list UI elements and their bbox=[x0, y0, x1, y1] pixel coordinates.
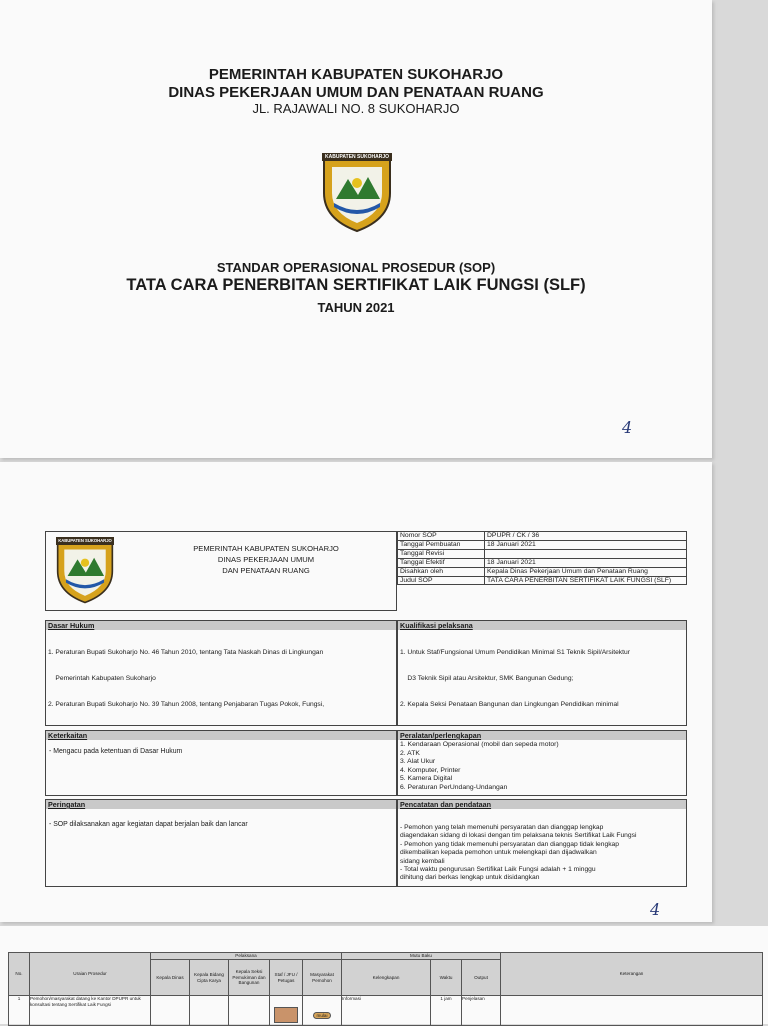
pencatatan-item: - Total waktu pengurusan Sertifikat Laik Fungsi adalah + 1 minggu bbox=[400, 866, 596, 874]
mulai-terminator: mulai bbox=[313, 1012, 332, 1020]
header-gov: PEMERINTAH KABUPATEN SUKOHARJO bbox=[193, 544, 339, 553]
gov-line: PEMERINTAH KABUPATEN SUKOHARJO bbox=[208, 66, 504, 83]
meta-row bbox=[398, 549, 687, 558]
procedure-flow-table bbox=[8, 952, 763, 1026]
regency-crest bbox=[322, 153, 392, 233]
pencatatan-item: sidang kembali bbox=[400, 857, 445, 865]
col-no: No. bbox=[9, 953, 30, 996]
peringatan-title: Peringatan bbox=[46, 800, 396, 809]
kualifikasi-section bbox=[397, 620, 687, 726]
meta-key: Disahkan oleh bbox=[398, 567, 485, 576]
peralatan-item: 4. Komputer, Printer bbox=[400, 766, 461, 774]
col-output: Output bbox=[462, 960, 501, 996]
col-staf: Staf / JFU / Petugas bbox=[270, 960, 303, 996]
col-kasi: Kepala Seksi Pemukiman dan Bangunan bbox=[229, 960, 270, 996]
kualifikasi-item: 1. Untuk Staf/Fungsional Umum Pendidikan Minimal S1 Teknik Sipil/Arsitektur bbox=[400, 648, 630, 656]
row-uraian: Pemohon/masyarakat datang ke Kantor DPUPR untuk konsultasi tentang Sertifikat Laik Fungsi bbox=[30, 996, 151, 1026]
pencatatan-title: Pencatatan dan pendataan bbox=[398, 800, 686, 809]
keterkaitan-section bbox=[45, 730, 397, 796]
address: JL. RAJAWALI NO. 8 SUKOHARJO bbox=[252, 101, 460, 116]
sop-label: STANDAR OPERASIONAL PROSEDUR (SOP) bbox=[216, 260, 496, 275]
row-no: 1 bbox=[9, 996, 30, 1026]
sop-title: TATA CARA PENERBITAN SERTIFIKAT LAIK FUNGSI (SLF) bbox=[126, 276, 586, 294]
group-pelaksana: Pelaksana bbox=[151, 953, 342, 960]
pencatatan-item: diagendakan sidang di lokasi dengan tim pelaksana teknis Sertifikat Laik Fungsi bbox=[400, 832, 637, 840]
col-masyarakat: Masyarakat Pemohon bbox=[303, 960, 342, 996]
meta-value: DPUPR / CK / 36 bbox=[485, 532, 687, 541]
peralatan-section bbox=[397, 730, 687, 796]
kualifikasi-item: D3 Teknik Sipil atau Arsitektur, SMK Bangunan Gedung; bbox=[400, 674, 574, 682]
year: TAHUN 2021 bbox=[317, 300, 395, 315]
kualifikasi-title: Kualifikasi pelaksana bbox=[398, 621, 686, 630]
row-waktu: 1 jam bbox=[431, 996, 462, 1026]
col-kelengkapan: Kelengkapan bbox=[342, 960, 431, 996]
dasar-hukum-title: Dasar Hukum bbox=[46, 621, 396, 630]
col-waktu: Waktu bbox=[431, 960, 462, 996]
meta-row bbox=[398, 540, 687, 549]
peralatan-title: Peralatan/perlengkapan bbox=[398, 731, 686, 740]
meta-key: Tanggal Pembuatan bbox=[398, 540, 485, 549]
peralatan-item: 3. Alat Ukur bbox=[400, 758, 436, 766]
meta-value: Kepala Dinas Pekerjaan Umum dan Penataan Ruang bbox=[485, 567, 687, 576]
meta-key: Tanggal Revisi bbox=[398, 549, 485, 558]
col-kepala-dinas: Kepala Dinas bbox=[151, 960, 190, 996]
cover-page bbox=[0, 0, 712, 458]
meta-row bbox=[398, 567, 687, 576]
pencatatan-section bbox=[397, 799, 687, 887]
col-kabid: Kepala Bidang Cipta Karya bbox=[190, 960, 229, 996]
col-keterangan: Keterangan bbox=[501, 953, 763, 996]
crest-label: KABUPATEN SUKOHARJO bbox=[322, 153, 392, 161]
keterkaitan-title: Keterkaitan bbox=[46, 731, 396, 740]
row-output: Penjelasan bbox=[462, 996, 501, 1026]
meta-row bbox=[398, 532, 687, 541]
meta-value: TATA CARA PENERBITAN SERTIFIKAT LAIK FUNGSI (SLF) bbox=[485, 576, 687, 585]
sop-header-box bbox=[45, 531, 397, 611]
pencatatan-item: - Pemohon yang tidak memenuhi persyaratan dan dianggap tidak lengkap bbox=[400, 840, 619, 848]
dasar-hukum-item: Pemerintah Kabupaten Sukoharjo bbox=[48, 674, 156, 682]
meta-value: 18 Januari 2021 bbox=[485, 540, 687, 549]
table-row bbox=[9, 996, 763, 1026]
peralatan-item: 6. Peraturan PerUndang-Undangan bbox=[400, 783, 508, 791]
dasar-hukum-item: 1. Peraturan Bupati Sukoharjo No. 46 Tahun 2010, tentang Tata Naskah Dinas di Lingkungan bbox=[48, 648, 324, 656]
peralatan-item: 1. Kendaraan Operasional (mobil dan sepeda motor) bbox=[400, 741, 559, 748]
keterkaitan-text: - Mengacu pada ketentuan di Dasar Hukum bbox=[49, 748, 183, 755]
peralatan-item: 5. Kamera Digital bbox=[400, 775, 453, 783]
meta-value bbox=[485, 549, 687, 558]
row-kelengkapan: Informasi bbox=[342, 996, 431, 1026]
peringatan-section bbox=[45, 799, 397, 887]
col-uraian: Uraian Prosedur bbox=[30, 953, 151, 996]
peralatan-item: 2. ATK bbox=[400, 749, 420, 757]
dasar-hukum-item: 2. Peraturan Bupati Sukoharjo No. 39 Tahun 2008, tentang Penjabaran Tugas Pokok, Fungsi, bbox=[48, 701, 325, 709]
meta-row bbox=[398, 576, 687, 585]
meta-key: Tanggal Efektif bbox=[398, 558, 485, 567]
pencatatan-item: dihitung dari berkas lengkap untuk disidangkan bbox=[400, 874, 540, 882]
crest-label-small: KABUPATEN SUKOHARJO bbox=[56, 537, 114, 545]
kualifikasi-item: 2. Kepala Seksi Penataan Bangunan dan Lingkungan Pendidikan minimal bbox=[400, 701, 619, 709]
initial-signature: 4 bbox=[622, 418, 633, 437]
pencatatan-item: dikembalikan kepada pemohon untuk melengkapi dan dijadwalkan bbox=[400, 849, 597, 857]
meta-key: Judul SOP bbox=[398, 576, 485, 585]
header-dept-cont: DAN PENATAAN RUANG bbox=[222, 566, 310, 575]
header-dept: DINAS PEKERJAAN UMUM bbox=[217, 555, 315, 564]
meta-value: 18 Januari 2021 bbox=[485, 558, 687, 567]
pencatatan-item: - Pemohon yang telah memenuhi persyaratan dan dianggap lengkap bbox=[400, 824, 604, 831]
meta-row bbox=[398, 558, 687, 567]
dept-line: DINAS PEKERJAAN UMUM DAN PENATAAN RUANG bbox=[168, 84, 544, 101]
regency-crest-small bbox=[56, 537, 114, 605]
dasar-hukum-section bbox=[45, 620, 397, 726]
initial-signature-2: 4 bbox=[650, 900, 661, 919]
sop-meta-table bbox=[397, 531, 687, 585]
meta-key: Nomor SOP bbox=[398, 532, 485, 541]
group-mutu: Mutu Baku bbox=[342, 953, 501, 960]
peringatan-text: - SOP dilaksanakan agar kegiatan dapat berjalan baik dan lancar bbox=[49, 821, 248, 828]
